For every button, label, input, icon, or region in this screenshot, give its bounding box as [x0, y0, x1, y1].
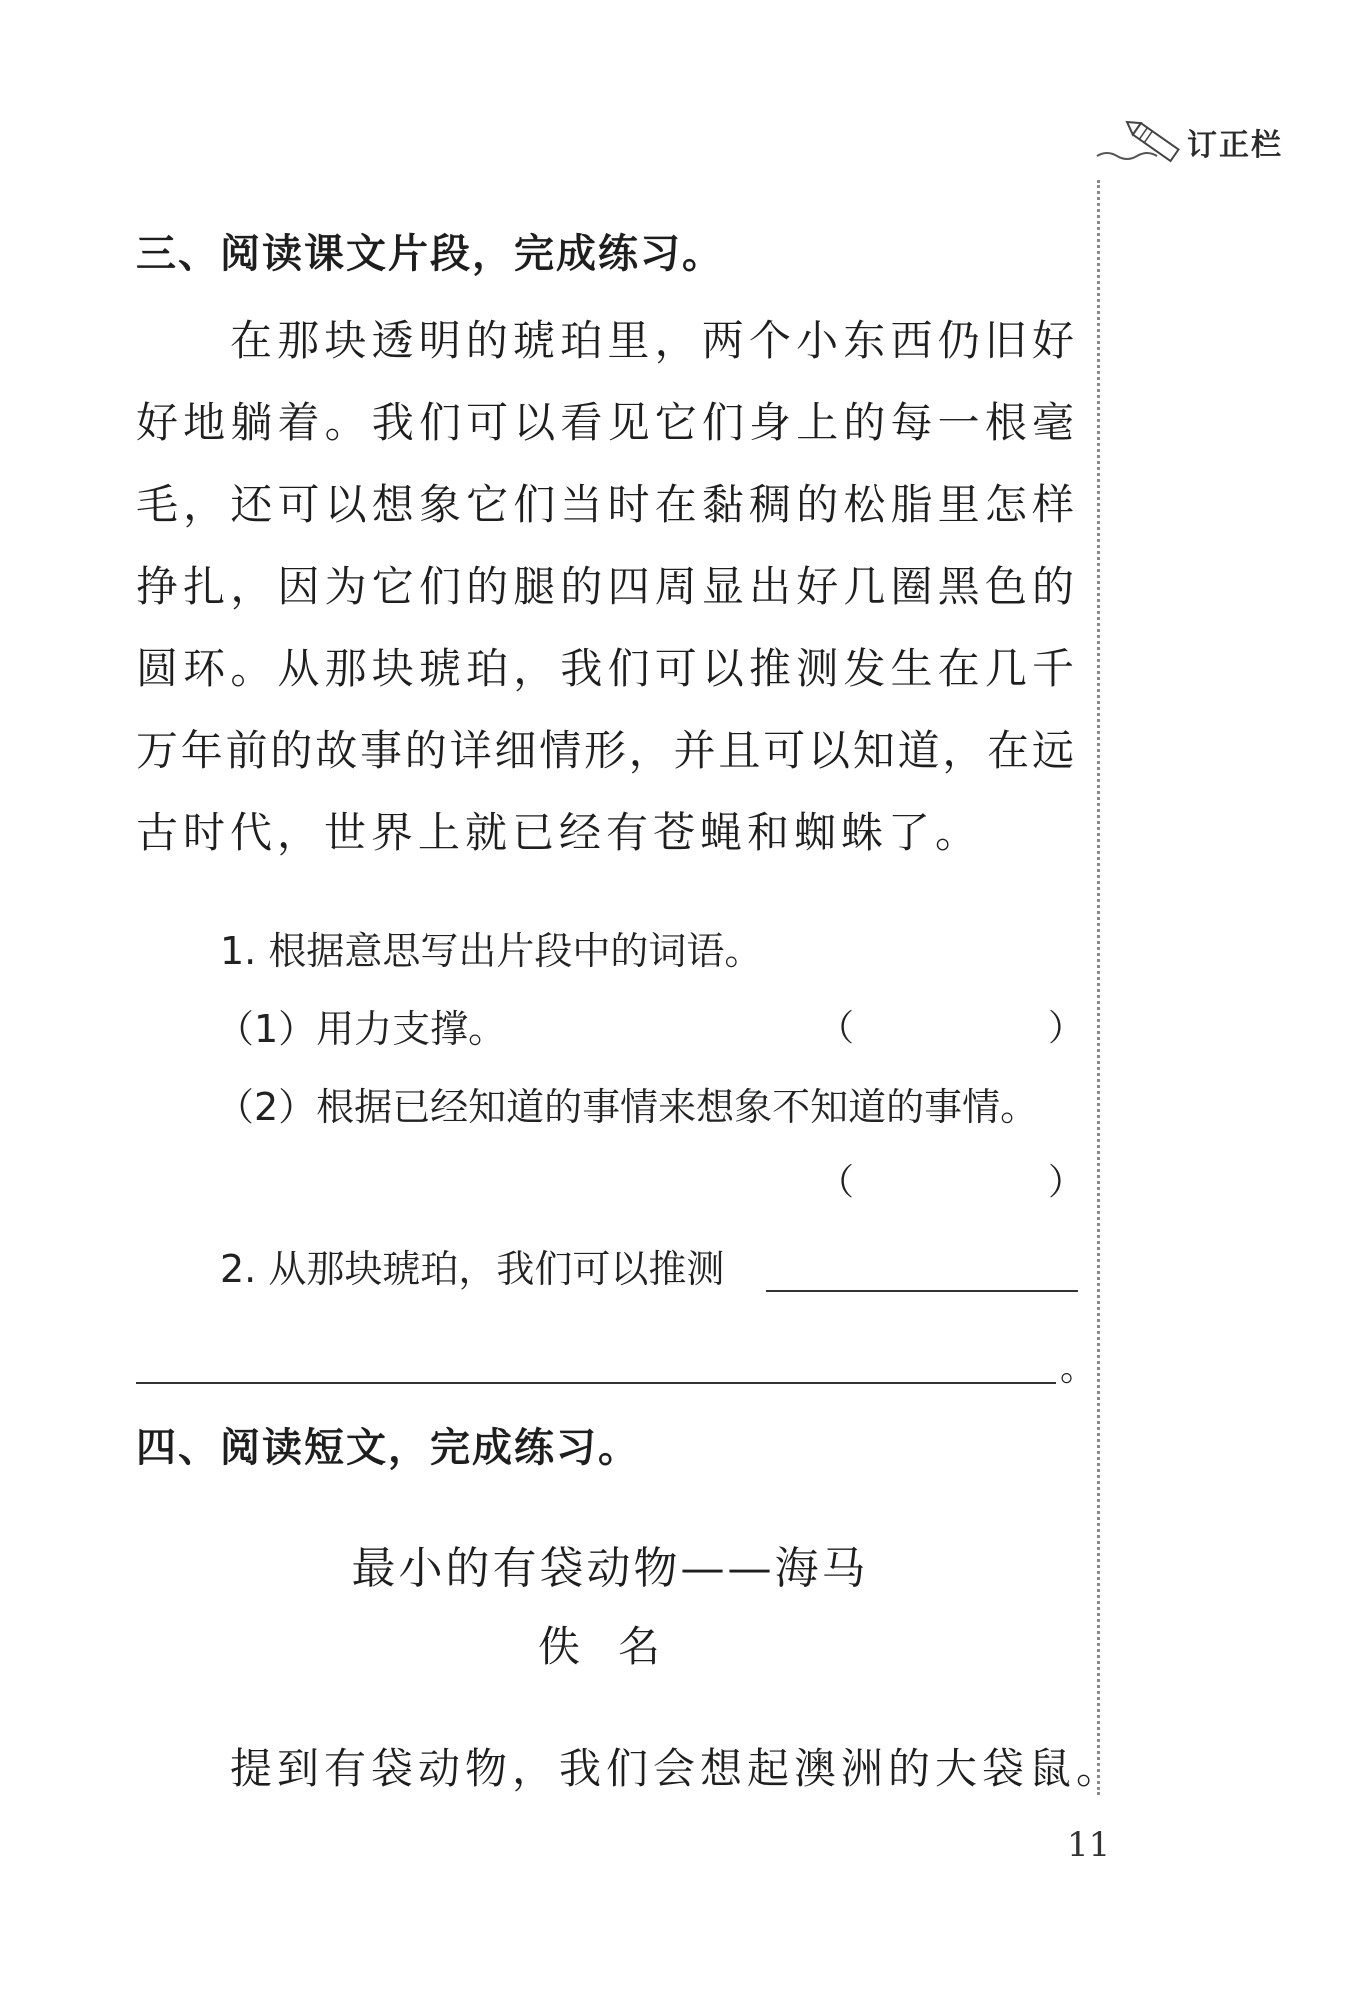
- answer-paren-close: ）: [1048, 1162, 1085, 1203]
- passage-line: 圆环。从那块琥珀，我们可以推测发生在几千: [136, 644, 1076, 693]
- article-author: 佚名: [538, 1622, 699, 1671]
- question-1-prompt: 1. 根据意思写出片段中的词语。: [220, 929, 763, 973]
- correction-column-title: 订正栏: [1187, 128, 1283, 163]
- section-4-heading: 四、阅读短文，完成练习。: [136, 1425, 640, 1471]
- answer-blank-1[interactable]: [850, 1040, 1050, 1042]
- question-1-item-1: （1）用力支撑。: [216, 1007, 507, 1051]
- answer-blank-2[interactable]: [850, 1194, 1050, 1196]
- question-1-item-2: （2）根据已经知道的事情来想象不知道的事情。: [216, 1085, 1039, 1129]
- passage-line: 毛，还可以想象它们当时在黏稠的松脂里怎样: [136, 480, 1076, 529]
- answer-paren-close: ）: [1048, 1008, 1085, 1049]
- sentence-end-mark: 。: [1060, 1348, 1097, 1389]
- article-first-line: 提到有袋动物，我们会想起澳洲的大袋鼠。: [230, 1744, 1124, 1793]
- correction-column-header: [1095, 110, 1335, 170]
- question-2-prompt: 2. 从那块琥珀，我们可以推测: [220, 1247, 725, 1291]
- answer-paren-open: （: [818, 1162, 855, 1203]
- passage-line: 在那块透明的琥珀里，两个小东西仍旧好: [230, 316, 1076, 365]
- passage-line: 挣扎，因为它们的腿的四周显出好几圈黑色的: [136, 562, 1076, 611]
- article-title: 最小的有袋动物——海马: [351, 1543, 869, 1594]
- section-3-heading: 三、阅读课文片段，完成练习。: [136, 231, 724, 277]
- answer-line-q2-first[interactable]: [766, 1290, 1078, 1292]
- passage-line: 古时代，世界上就已经有苍蝇和蜘蛛了。: [136, 808, 983, 857]
- passage-line: 万年前的故事的详细情形，并且可以知道，在远: [136, 726, 1076, 775]
- pencil-icon: [1095, 110, 1185, 170]
- page-number: 11: [1067, 1825, 1111, 1865]
- answer-line-q2-second[interactable]: [136, 1382, 1056, 1384]
- passage-line: 好地躺着。我们可以看见它们身上的每一根毫: [136, 398, 1076, 447]
- answer-paren-open: （: [818, 1008, 855, 1049]
